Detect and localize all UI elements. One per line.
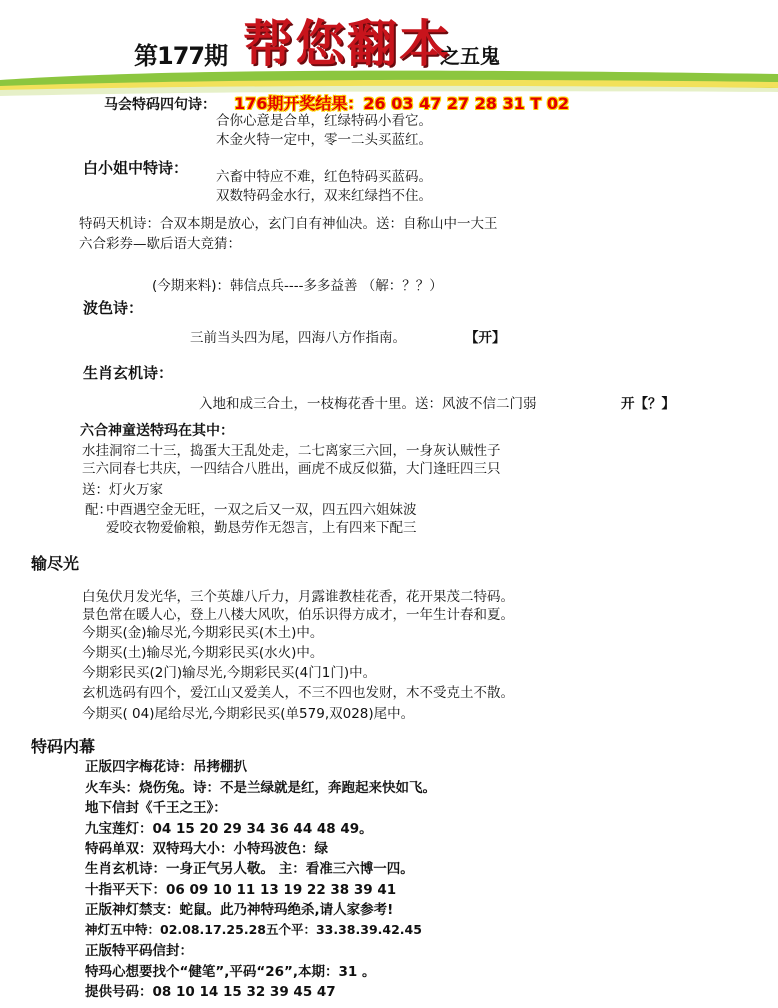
inside-line-3: 地下信封《千王之王》： bbox=[85, 800, 227, 816]
riddle-text: (今期来料)：韩信点兵----多多益善 （解：？？） bbox=[152, 278, 443, 294]
poem4-title: 马会特码四句诗： bbox=[104, 97, 216, 113]
lose-line-6: 玄机选码有四个，爱江山又爱美人，不三不四也发财，木不受克土不散。 bbox=[82, 685, 514, 701]
zodiac-title: 生肖玄机诗： bbox=[83, 364, 174, 382]
lose-line-2: 景色常在暖人心，登上八楼大风吹，伯乐识得方成才，一年生计春和夏。 bbox=[82, 607, 514, 623]
wave-line: 三前当头四为尾，四海八方作指南。 bbox=[190, 330, 406, 346]
inside-line-2: 火车头：烧伤兔。诗：不是兰绿就是红，奔跑起来快如飞。 bbox=[85, 780, 436, 796]
lose-line-5: 今期彩民买(2门)输尽光,今期彩民买(4门1门)中。 bbox=[82, 665, 377, 681]
miss-line-2: 双数特码金水行，双来红绿挡不住。 bbox=[216, 188, 432, 204]
lose-line-7: 今期买( 04)尾给尽光,今期彩民买(单579,双028)尾中。 bbox=[82, 706, 415, 722]
child-match-line-2: 爱咬衣物爱偷粮，勤恳劳作无怨言，上有四来下配三 bbox=[106, 520, 417, 536]
child-line-1: 水挂洞帘二十三，捣蛋大王乱处走，二七离家三六回，一身灰认贼性子 bbox=[82, 443, 501, 459]
inside-line-4: 九宝莲灯：04 15 20 29 34 36 44 48 49。 bbox=[85, 821, 373, 837]
tianji-poem: 特码天机诗：合双本期是放心，玄门自有神仙决。送：自称山中一大王 bbox=[79, 216, 498, 232]
poem4-line-2: 木金火特一定中，零一二头买蓝红。 bbox=[216, 132, 432, 148]
child-send: 送：灯火万家 bbox=[82, 482, 163, 498]
child-line-2: 三六同春七共庆，一四结合八胜出，画虎不成反似猫，大门逢旺四三只 bbox=[82, 461, 501, 477]
inside-line-12: 提供号码：08 10 14 15 32 39 45 47 bbox=[85, 984, 336, 1000]
header bbox=[0, 0, 778, 96]
brand-subtitle: 之五鬼 bbox=[440, 44, 500, 68]
lose-title: 输尽光 bbox=[31, 554, 80, 573]
wave-answer: 【开】 bbox=[465, 330, 506, 346]
lose-line-4: 今期买(土)输尽光,今期彩民买(水火)中。 bbox=[82, 645, 324, 661]
child-match-label: 配： bbox=[85, 502, 112, 518]
lose-line-1: 白兔伏月发光华，三个英雄八斤力，月露谁教桂花香，花开果茂二特码。 bbox=[82, 589, 514, 605]
inside-line-5: 特码单双：双特玛大小：小特玛波色：绿 bbox=[85, 841, 328, 857]
inside-line-7: 十指平天下：06 09 10 11 13 19 22 38 39 41 bbox=[85, 882, 397, 898]
draw-result: 176期开奖结果：26 03 47 27 28 31 T 02 bbox=[234, 94, 570, 113]
zodiac-answer: 开【？】 bbox=[621, 396, 675, 412]
inside-line-10: 正版特平码信封： bbox=[85, 943, 193, 959]
poem4-line-1: 合你心意是合单，红绿特码小看它。 bbox=[216, 113, 432, 129]
miss-line-1: 六畜中特应不难，红色特码买蓝码。 bbox=[216, 169, 432, 185]
inside-line-9: 神灯五中特：02.08.17.25.28五个平：33.38.39.42.45 bbox=[85, 922, 422, 937]
child-title: 六合神童送特玛在其中： bbox=[80, 423, 234, 439]
wave-title: 波色诗： bbox=[83, 299, 144, 317]
inside-line-6: 生肖玄机诗：一身正气另人敬。 主：看准三六博一四。 bbox=[85, 861, 414, 877]
brand-logo-text: 帮您翻本 bbox=[243, 14, 451, 73]
inside-line-1: 正版四字梅花诗：吊拷棚扒 bbox=[85, 759, 247, 775]
child-match-line-1: 中酉遇空金无旺，一双之后又一双，四五四六姐妹波 bbox=[106, 502, 417, 518]
inside-title: 特码内幕 bbox=[31, 737, 96, 756]
inside-line-11: 特玛心想要找个“健笔”,平码“26”,本期：31 。 bbox=[85, 964, 376, 980]
issue-number: 第177期 bbox=[134, 42, 228, 70]
riddle-title: 六合彩券—歇后语大竞猜： bbox=[79, 236, 241, 252]
miss-title: 白小姐中特诗： bbox=[83, 159, 189, 177]
inside-line-8: 正版神灯禁支：蛇鼠。此乃神特玛绝杀,请人家参考! bbox=[85, 902, 394, 918]
zodiac-line: 入地和成三合土，一枝梅花香十里。送：风波不信二门弱 bbox=[199, 396, 537, 412]
lose-line-3: 今期买(金)输尽光,今期彩民买(木土)中。 bbox=[82, 625, 324, 641]
